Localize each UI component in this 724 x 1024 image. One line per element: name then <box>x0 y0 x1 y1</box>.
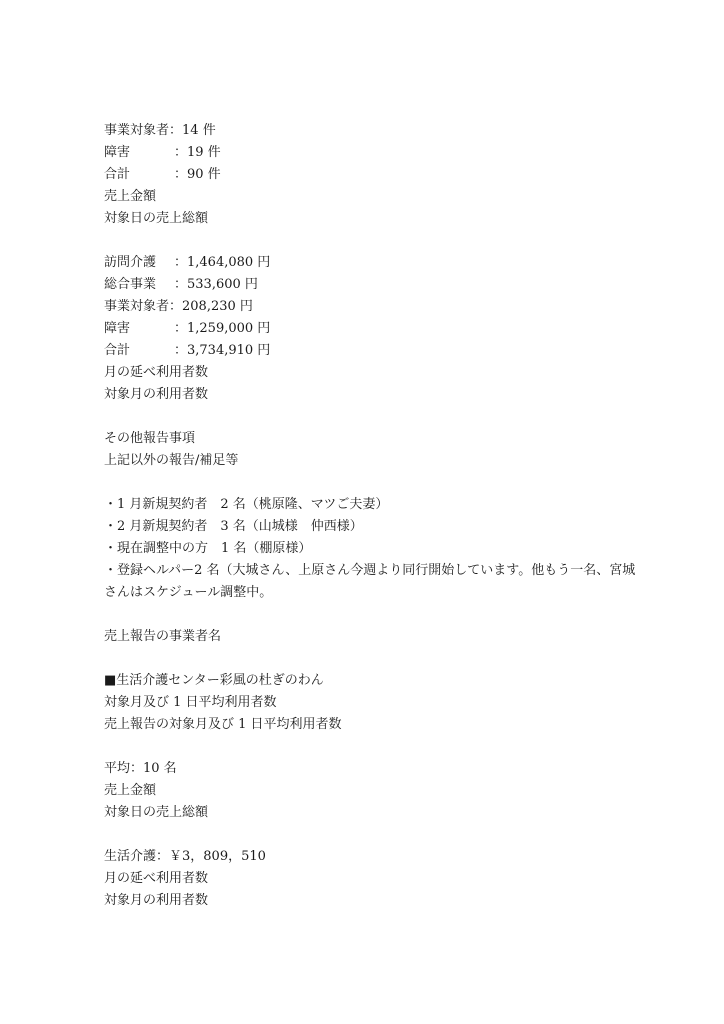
provider-section-title: 売上報告の事業者名 <box>104 629 222 644</box>
sales-row-business-target <box>104 296 664 318</box>
provider-monthly-users-subheading: 対象月の利用者数 <box>104 893 209 908</box>
sales-amount-heading: 売上金額 <box>104 189 157 204</box>
sales-row-general-business <box>104 274 664 296</box>
spacer <box>104 230 664 252</box>
row-value: ：90 件 <box>174 167 221 182</box>
sales-row-total <box>104 340 664 362</box>
sales-total-subheading: 対象日の売上総額 <box>104 211 209 226</box>
row-value: ：3,734,910 円 <box>174 343 271 358</box>
row-label: 障害 <box>104 145 131 160</box>
spacer <box>104 648 664 670</box>
row-value: ：14 件 <box>169 123 216 138</box>
spacer <box>104 824 664 846</box>
row-value: ：1,464,080 円 <box>174 255 271 270</box>
spacer <box>104 472 664 494</box>
other-reports-subtitle: 上記以外の報告/補足等 <box>104 453 239 468</box>
report-item: ・現在調整中の方 1 名（棚原様） <box>104 541 312 556</box>
row-label: 合計 <box>104 343 131 358</box>
other-reports-title: その他報告事項 <box>104 431 196 446</box>
report-item-continued: さんはスケジュール調整中。 <box>104 585 273 600</box>
monthly-users-heading: 月の延べ利用者数 <box>104 365 209 380</box>
row-label: 総合事業 <box>104 277 157 292</box>
row-label: 訪問介護 <box>104 255 157 270</box>
report-item: ・1 月新規契約者 2 名（桃原隆、マツご夫妻） <box>104 497 389 512</box>
row-label: 事業対象者 <box>104 123 170 138</box>
row-label: 障害 <box>104 321 131 336</box>
target-month-subheading: 売上報告の対象月及び 1 日平均利用者数 <box>104 717 342 732</box>
sales-row-disability <box>104 318 664 340</box>
spacer <box>104 736 664 758</box>
row-label: 事業対象者 <box>104 299 170 314</box>
average-users: 平均：10 名 <box>104 761 177 776</box>
provider-name: ■生活介護センター彩風の杜ぎのわん <box>104 673 324 688</box>
count-row-business-target <box>104 120 664 142</box>
monthly-users-subheading: 対象月の利用者数 <box>104 387 209 402</box>
provider-sales-subheading: 対象日の売上総額 <box>104 805 209 820</box>
row-value: ：19 件 <box>174 145 221 160</box>
row-label: 合計 <box>104 167 131 182</box>
count-row-disability <box>104 142 664 164</box>
count-row-total <box>104 164 664 186</box>
target-month-heading: 対象月及び 1 日平均利用者数 <box>104 695 277 710</box>
sales-row-home-care <box>104 252 664 274</box>
row-value: ：1,259,000 円 <box>174 321 271 336</box>
row-value: ：533,600 円 <box>174 277 258 292</box>
spacer <box>104 604 664 626</box>
row-value: ：208,230 円 <box>169 299 253 314</box>
provider-sales-value: 生活介護：￥3，809，510 <box>104 849 266 864</box>
spacer <box>104 406 664 428</box>
provider-monthly-users-heading: 月の延べ利用者数 <box>104 871 209 886</box>
report-item: ・登録ヘルパー2 名（大城さん、上原さん今週より同行開始しています。他もう一名、宮城 <box>104 563 636 578</box>
report-item: ・2 月新規契約者 3 名（山城様 仲西様） <box>104 519 363 534</box>
provider-sales-heading: 売上金額 <box>104 783 157 798</box>
document-body <box>104 120 664 912</box>
